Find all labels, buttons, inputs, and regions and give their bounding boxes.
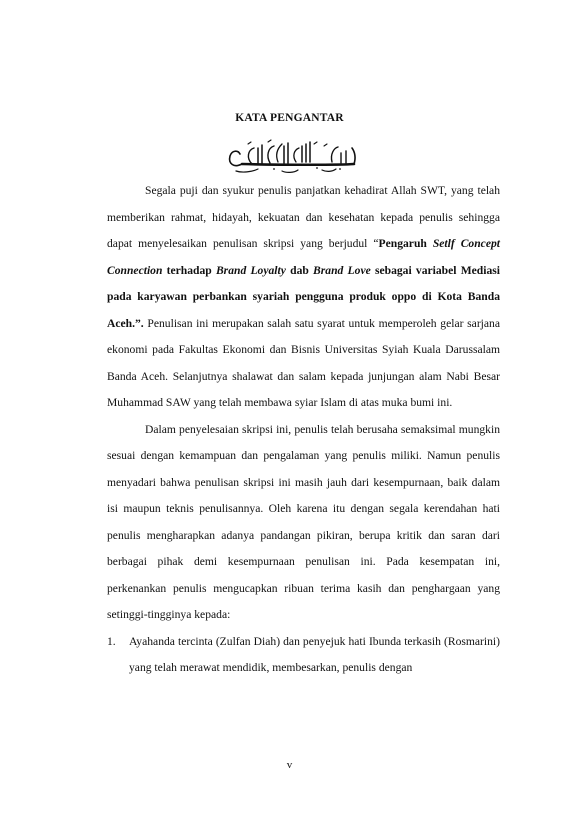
paragraph-intro: Segala puji dan syukur penulis panjatkan kehadirat Allah SWT, yang telah memberikan rahmat, hidayah, kekuatan dan kesehatan kepada penulis sehingga dapat menyelesaikan penulisan skripsi yang berjudul “Pengaruh Setlf Concept Connection terhadap Brand Loyalty dab Brand Love sebagai variabel Mediasi pada karyawan perbankan syariah pengguna produk oppo di Kota Banda Aceh.”. Penulisan ini merupakan salah satu syarat untuk memperoleh gelar sarjana ekonomi pada Fakultas Ekonomi dan Bisnis Universitas Syiah Kuala Darussalam Banda Aceh. Selanjutnya shalawat dan salam kepada junjungan alam Nabi Besar Muhammad SAW yang telah membawa syiar Islam di atas muka bumi ini. — [107, 184, 500, 409]
list-item — [107, 629, 500, 682]
paragraph-acknowledgement: Dalam penyelesaian skripsi ini, penulis telah berusaha semaksimal mungkin sesuai dengan kemampuan dan pengalaman yang penulis miliki. Namun penulis menyadari bahwa penulisan skripsi ini masih jauh dari kesempurnaan, baik dalam isi maupun teknis penulisannya. Oleh karena itu dengan segala kerendahan hati penulis mengharapkan adanya pandangan pikiran, berupa kritik dan saran dari berbagai pihak demi kesempurnaan penulisan ini. Pada kesempatan ini, perkenankan penulis mengucapkan ribuan terima kasih dan penghargaan yang setinggi-tingginya kepada: — [107, 422, 500, 621]
page-number: v — [286, 759, 293, 771]
body-text — [107, 178, 500, 682]
bismillah-calligraphy — [222, 138, 360, 176]
thanks-list — [107, 629, 500, 682]
list-item-number: 1. — [107, 634, 116, 648]
list-item-text: Ayahanda tercinta (Zulfan Diah) dan penyejuk hati Ibunda terkasih (Rosmarini) yang telah merawat mendidik, membesarkan, penulis dengan — [129, 634, 500, 674]
page-title: KATA PENGANTAR — [235, 112, 344, 124]
thesis-title: Pengaruh Setlf Concept Connection terhadap Brand Loyalty dab Brand Love sebagai variabel Mediasi pada karyawan perbankan syariah pengguna produk oppo di Kota Banda Aceh.”. — [107, 237, 500, 330]
